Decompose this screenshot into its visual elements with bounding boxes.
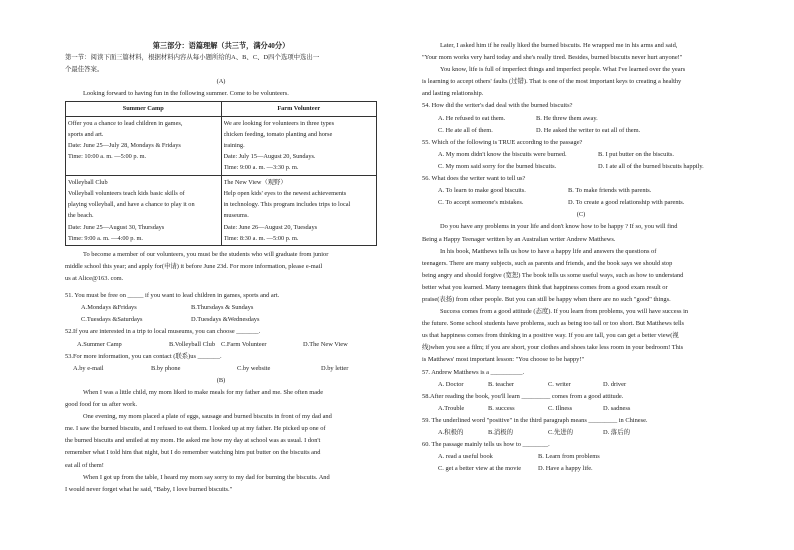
paragraph-line: 线)when you see a film; if you are short, your clothes and shoes take less room in your bedroom! This [422, 344, 684, 352]
right-column [422, 40, 740, 475]
option[interactable]: B. teacher [488, 380, 514, 388]
paragraph-line: good food for us after work. [65, 401, 138, 409]
option[interactable]: D. sadness [603, 404, 631, 412]
question-54-options-row1 [422, 113, 740, 125]
option[interactable]: A. My mom didn't know the biscuits were burned. [438, 150, 567, 158]
question-60: 60. The passage mainly tells us how to ________. [422, 441, 550, 449]
paragraph-line: the burned biscuits and smiled at my mom. He asked me how my day at school was as usual. I don't [65, 437, 321, 445]
option[interactable]: A.积极的 [438, 429, 464, 436]
paragraph-line: is Matthews' most important lesson: "You choose to be happy!" [422, 356, 585, 364]
option[interactable]: A. read a useful book [438, 453, 493, 461]
paragraph-line: Do you have any problems in your life and don't know how to be happy ? If so, you will find [440, 223, 678, 231]
cell-line: sports and art. [68, 130, 104, 138]
question-60-options-row1 [422, 451, 740, 463]
question-55: 55. Which of the following is TRUE according to the passage? [422, 138, 583, 146]
question-57-options [422, 379, 740, 391]
question-58: 58.After reading the book, you'll learn _________ comes from a good attitude. [422, 392, 624, 400]
option[interactable]: D. driver [603, 380, 627, 388]
option[interactable]: C.Tuesdays &Saturdays [81, 316, 143, 324]
paragraph-line: is learning to accept others' faults (过错). That is one of the most important keys to creating a healthy [422, 78, 682, 86]
paragraph-line: eat all of them! [65, 461, 104, 469]
paragraph-line: remember what I told him that night, but I do remember watching him put butter on the biscuits and [65, 449, 321, 457]
option[interactable]: B.Thursdays & Sundays [191, 304, 254, 312]
question-51-options-row2 [65, 314, 377, 326]
option[interactable]: D. To create a good relationship with parents. [568, 199, 685, 207]
cell-line: Date: June 25—July 28, Mondays & Fridays [68, 142, 181, 150]
cell-line: Volleyball Club [68, 178, 108, 186]
option[interactable]: B.Volleyball Club [169, 340, 216, 348]
question-53: 53.For more information, you can contact (联系)us _______. [65, 352, 222, 360]
table-cell-volleyball-club [66, 175, 222, 245]
option[interactable]: C. He ate all of them. [438, 126, 493, 134]
option[interactable]: B. He threw them away. [536, 114, 598, 122]
paragraph-line: When I got up from the table, I heard my mom say sorry to my dad for burning the biscuits. And [83, 473, 330, 481]
option[interactable]: A.Mondays &Fridays [81, 304, 137, 312]
paragraph-line: Later, I asked him if he really liked the burned biscuits. He wrapped me in his arms and said, [440, 42, 678, 49]
cell-line: chicken feeding, tomato planting and horse [223, 130, 333, 138]
paragraph-line: I would never forget what he said, "Baby, I love burned biscuits." [65, 485, 233, 493]
question-58-options [422, 403, 740, 415]
section-title: 第三部分：语篇理解（共三节，满分40分） [152, 42, 290, 50]
table-header-farm-volunteer: Farm Volunteer [221, 102, 377, 116]
paragraph-line: "Your mom works very hard today and she's really tired. Besides, burned biscuits never hurt anyone!" [422, 54, 683, 62]
question-54-options-row2 [422, 125, 740, 137]
cell-line: Date: June 26—August 20, Tuesdays [223, 223, 318, 231]
question-54: 54. How did the writer's dad deal with the burned biscuits? [422, 102, 573, 110]
option[interactable]: D.by letter [321, 364, 349, 372]
cell-line: training. [223, 142, 245, 150]
table-cell-summer-camp [66, 116, 222, 175]
question-56-options-row1 [422, 185, 740, 197]
passage-c-label: (C) [576, 211, 586, 219]
question-53-options [65, 363, 377, 375]
option[interactable]: C.Farm Volunteer [221, 340, 267, 348]
question-60-options-row2 [422, 463, 740, 475]
instructions-line-2: 个最佳答案。 [65, 66, 104, 74]
option[interactable]: A. He refused to eat them. [438, 114, 506, 122]
option[interactable]: C. My mom said sorry for the burned biscuits. [438, 162, 557, 170]
cell-line: Time: 10:00 a. m. —5:00 p. m. [68, 153, 147, 161]
paragraph-line: being angry and should forgive (宽恕) The book tells us some useful ways, such as how to understand [422, 271, 684, 279]
question-56-options-row2 [422, 197, 740, 209]
option[interactable]: D. I ate all of the burned biscuits happily. [598, 162, 704, 170]
paragraph-line: praise(表扬) from other people. But you can still be happy when there are no such "good" things. [422, 295, 671, 303]
question-52-options [65, 339, 377, 351]
option[interactable]: D. 落后的 [603, 429, 630, 436]
cell-line: Date: June 25—August 30, Thursdays [68, 223, 165, 231]
question-51: 51. You must be free on _____ if you want to lead children in games, sports and art. [65, 292, 280, 300]
cell-line: Time: 9:00 a. m. —3:30 p. m. [223, 164, 299, 172]
cell-line: Time: 8:30 a. m. —5:00 p. m. [223, 234, 299, 242]
cell-line: in technology. This program includes trips to local [223, 201, 351, 209]
cell-line: Volleyball volunteers teach kids basic skills of [68, 189, 185, 197]
passage-a-label: (A) [216, 78, 226, 86]
option[interactable]: D.Tuesdays &Wednesdays [191, 316, 260, 324]
paragraph-line: You know, life is full of imperfect things and imperfect people. What I've learned over the years [440, 66, 686, 74]
option[interactable]: A.Summer Camp [77, 340, 122, 348]
option[interactable]: A.Trouble [438, 404, 465, 412]
option[interactable]: B.消极的 [488, 429, 514, 436]
option[interactable]: C. To accept someone's mistakes. [438, 199, 524, 207]
table-header-summer-camp: Summer Camp [66, 102, 222, 116]
paragraph-line: Success comes from a good attitude (态度). If you learn from problems, you will have success in [440, 308, 689, 316]
cell-line: Offer you a chance to lead children in games, [68, 119, 183, 127]
question-52: 52.If you are interested in a trip to local museums, you can choose _______. [65, 328, 261, 336]
question-51-options-row1 [65, 302, 377, 314]
option[interactable]: D. He asked the writer to eat all of them. [536, 126, 641, 134]
cell-line: Date: July 15—August 20, Sundays. [223, 153, 316, 161]
passage-a-intro: Looking forward to having fun in the following summer. Come to be volunteers. [83, 90, 289, 98]
paragraph-line: us at Alice@163. com. [65, 275, 124, 283]
cell-line: playing volleyball, and have a chance to play it on [68, 201, 195, 209]
paragraph-line: better what you learned. Many teenagers think that happiness comes from a good exam result or [422, 283, 668, 291]
option[interactable]: D.The New View [303, 340, 348, 348]
option[interactable]: B. I put butter on the biscuits. [598, 150, 674, 158]
table-cell-farm-volunteer [221, 116, 377, 175]
question-55-options-row1 [422, 149, 740, 161]
cell-line: Help open kids' eyes to the newest achievements [223, 189, 347, 197]
question-56: 56. What does the writer want to tell us? [422, 175, 526, 183]
paragraph-line: To become a member of our volunteers, you must be the students who will graduate from junior [83, 250, 329, 258]
cell-line: Time: 9:00 a. m. —4:00 p. m. [68, 234, 143, 242]
cell-line: museums. [223, 212, 249, 220]
option[interactable]: A. To learn to make good biscuits. [438, 187, 526, 195]
option[interactable]: B. Learn from problems [538, 453, 600, 461]
cell-line: the beach. [68, 212, 94, 220]
question-59: 59. The underlined word "positive" in the third paragraph means _________ in Chinese. [422, 416, 648, 424]
option[interactable]: A.by e-mail [73, 364, 104, 372]
passage-b-label: (B) [216, 376, 226, 384]
option[interactable]: B.by phone [151, 364, 181, 372]
question-55-options-row2 [422, 161, 740, 173]
question-59-options [422, 427, 740, 439]
cell-line: The New View（观野） [223, 178, 287, 186]
paragraph-line: the future. Some school students have problems, such as being too tall or too short. But Matthews tells [422, 320, 684, 328]
paragraph-line: and lasting relationship. [422, 90, 484, 98]
volunteer-table [65, 101, 377, 245]
paragraph-line: In his book, Matthews tells us how to have a happy life and answers the questions of [440, 247, 657, 255]
option[interactable]: C. Illness [548, 404, 573, 412]
option[interactable]: D. Have a happy life. [538, 465, 593, 473]
paragraph-line: One evening, my mom placed a plate of eggs, sausage and burned biscuits in front of my dad and [83, 413, 332, 421]
option[interactable]: C. get a better view at the movie [438, 465, 522, 473]
table-cell-new-view [221, 175, 377, 245]
question-57: 57. Andrew Matthews is a __________. [422, 368, 525, 376]
option[interactable]: C.先进的 [548, 429, 574, 436]
cell-line: We are looking for volunteers in three types [223, 119, 335, 127]
paragraph-line: When I was a little child, my mom liked to make meals for my father and me. She often made [83, 388, 324, 396]
instructions-line-1: 第一节：阅读下面三篇材料，根据材料内容从每小题所给的A、B、C、D四个选项中选出一 [65, 54, 320, 62]
paragraph-line: teenagers. There are many subjects, such as parents and friends, and the book says we should stop [422, 259, 673, 267]
paragraph-line: middle school this year; and apply for(申请) it before June 23d. For more information, please e-mail [65, 263, 323, 270]
paragraph-line: us that happiness comes from thinking in a positive way. If you are tall, you can get a better view(视 [422, 332, 679, 340]
paragraph-line: Being a Happy Teenager written by an Australian writer Andrew Matthews. [422, 235, 616, 243]
option[interactable]: A. Doctor [438, 380, 464, 388]
paragraph-line: me. I saw the burned biscuits, and I refused to eat them. I looked up at my father. He picked up one of [65, 425, 326, 433]
option[interactable]: B. To make friends with parents. [568, 187, 652, 195]
left-column [65, 40, 377, 496]
table-row [66, 116, 377, 175]
option[interactable]: B. success [488, 404, 515, 412]
table-row [66, 175, 377, 245]
option[interactable]: C.by website [237, 364, 271, 372]
option[interactable]: C. writer [548, 380, 571, 388]
